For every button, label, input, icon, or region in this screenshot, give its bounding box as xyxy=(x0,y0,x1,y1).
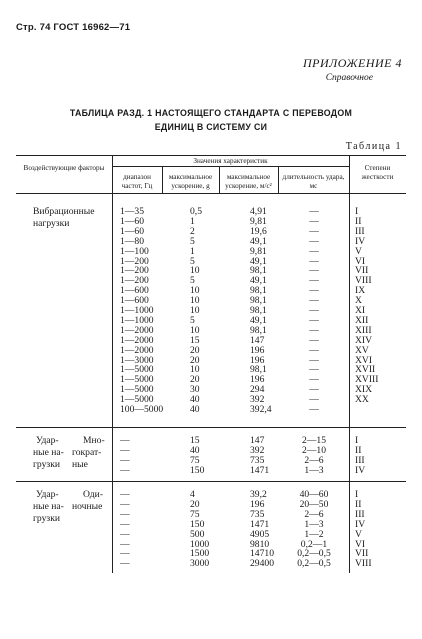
vibration-freq-cell: 1—2000 xyxy=(120,334,154,346)
page-header: Стр. 74 ГОСТ 16962—71 xyxy=(16,22,131,33)
table-top-rule xyxy=(16,155,406,156)
table-number: Таблица 1 xyxy=(345,141,402,152)
multi-si-cell: 735 xyxy=(250,454,265,466)
vibration-freq-cell: 1—5000 xyxy=(120,374,154,386)
vibration-g-cell: 20 xyxy=(190,344,200,356)
vibration-sev-cell: XI xyxy=(355,305,366,316)
vibration-si-cell: 49,1 xyxy=(250,255,267,267)
vibration-si-cell: 98,1 xyxy=(250,295,267,307)
vibration-freq-cell: 1—1000 xyxy=(120,305,154,316)
vibration-g-cell: 30 xyxy=(190,384,200,396)
col-rule-1 xyxy=(112,155,113,573)
vibration-freq-cell: 1—1000 xyxy=(120,314,154,326)
factor-single-a: Удар- xyxy=(36,489,59,500)
single-g-cell: 1000 xyxy=(190,538,210,550)
vibration-g-cell: 20 xyxy=(190,374,200,386)
vibration-si-cell: 392,4 xyxy=(250,404,272,415)
multi-sev-cell: III xyxy=(355,454,365,466)
vibration-sev-cell: XIV xyxy=(355,334,373,346)
vibration-sev-cell: II xyxy=(355,215,362,227)
vibration-g-cell: 0,5 xyxy=(190,206,202,217)
header-severity: Степени жесткости xyxy=(361,164,394,181)
vibration-dur-cell: — xyxy=(309,255,319,267)
single-freq-cell: — xyxy=(120,558,130,570)
header-sub-rule xyxy=(112,166,349,167)
vibration-freq-cell: 1—35 xyxy=(120,206,144,217)
header-accel-g: максимальное ускорение, g xyxy=(168,173,213,190)
single-freq-cell: — xyxy=(120,508,130,520)
vibration-si-cell: 9,81 xyxy=(250,245,267,257)
kind-multi-c: ные xyxy=(72,459,88,470)
multi-dur-cell: 2—6 xyxy=(304,454,324,466)
vibration-si-cell: 294 xyxy=(250,384,265,396)
vibration-sev-cell: IV xyxy=(355,235,366,247)
vibration-dur-cell: — xyxy=(309,275,319,287)
vibration-si-cell: 98,1 xyxy=(250,324,267,336)
section-rule-2 xyxy=(16,481,406,482)
vibration-g-cell: 5 xyxy=(190,235,195,247)
vibration-si-cell: 9,81 xyxy=(250,215,267,227)
single-freq-cell: — xyxy=(120,498,130,510)
vibration-g-cell: 5 xyxy=(190,255,195,267)
multi-dur-cell: 2—15 xyxy=(302,435,326,446)
vibration-freq-cell: 1—60 xyxy=(120,225,144,237)
vibration-g-cell: 2 xyxy=(190,225,195,237)
multi-sev-cell: II xyxy=(355,444,362,456)
vibration-si-cell: 98,1 xyxy=(250,305,267,316)
single-sev-cell: III xyxy=(355,508,365,520)
single-si-cell: 1471 xyxy=(250,518,270,530)
vibration-freq-cell: 1—100 xyxy=(120,245,149,257)
multi-dur-cell: 2—10 xyxy=(302,444,326,456)
single-g-cell: 150 xyxy=(190,518,205,530)
vibration-g-cell: 15 xyxy=(190,334,200,346)
vibration-dur-cell: — xyxy=(309,374,319,386)
vibration-sev-cell: III xyxy=(355,225,365,237)
vibration-sev-cell: XVIII xyxy=(355,374,379,386)
vibration-si-cell: 147 xyxy=(250,334,265,346)
single-dur-cell: 0,2—0,5 xyxy=(297,548,331,560)
vibration-g-cell: 40 xyxy=(190,394,200,406)
vibration-freq-cell: 1—60 xyxy=(120,215,144,227)
vibration-freq-cell: 1—600 xyxy=(120,295,149,307)
vibration-sev-cell: VII xyxy=(355,265,369,277)
appendix-note: Справочное xyxy=(325,73,373,83)
factor-single-b: ные на- xyxy=(33,501,64,512)
vibration-freq-cell: 1—200 xyxy=(120,265,149,277)
single-g-cell: 20 xyxy=(190,498,200,510)
vibration-dur-cell: — xyxy=(309,334,319,346)
vibration-g-cell: 10 xyxy=(190,324,200,336)
vibration-g-cell: 10 xyxy=(190,265,200,277)
section-rule-1 xyxy=(16,427,406,428)
vibration-dur-cell: — xyxy=(309,354,319,366)
vibration-dur-cell: — xyxy=(309,344,319,356)
single-freq-cell: — xyxy=(120,489,130,500)
vibration-dur-cell: — xyxy=(309,215,319,227)
factor-single-c: грузки xyxy=(33,513,60,524)
vibration-si-cell: 98,1 xyxy=(250,265,267,277)
vibration-dur-cell: — xyxy=(309,404,319,415)
vibration-dur-cell: — xyxy=(309,305,319,316)
multi-sev-cell: IV xyxy=(355,464,366,476)
vibration-dur-cell: — xyxy=(309,206,319,217)
vibration-si-cell: 4,91 xyxy=(250,206,267,217)
single-dur-cell: 20—50 xyxy=(299,498,329,510)
single-si-cell: 9810 xyxy=(250,538,270,550)
vibration-sev-cell: XIII xyxy=(355,324,372,336)
factor-multi-b: ные на- xyxy=(33,447,64,458)
vibration-si-cell: 49,1 xyxy=(250,314,267,326)
vibration-freq-cell: 1—5000 xyxy=(120,384,154,396)
factor-multi-a: Удар- xyxy=(36,435,59,446)
kind-single-b: ночные xyxy=(72,501,103,512)
single-sev-cell: VIII xyxy=(355,558,372,570)
single-dur-cell: 40—60 xyxy=(299,489,329,500)
vibration-freq-cell: 1—2000 xyxy=(120,324,154,336)
vibration-sev-cell: XII xyxy=(355,314,369,326)
single-sev-cell: VII xyxy=(355,548,369,560)
single-dur-cell: 0,2—0,5 xyxy=(297,558,331,570)
vibration-freq-cell: 100—5000 xyxy=(120,404,164,415)
vibration-dur-cell: — xyxy=(309,295,319,307)
single-dur-cell: 1—2 xyxy=(304,528,324,540)
vibration-sev-cell: VIII xyxy=(355,275,372,287)
single-si-cell: 39,2 xyxy=(250,489,267,500)
multi-si-cell: 1471 xyxy=(250,464,270,476)
single-dur-cell: 1—3 xyxy=(304,518,324,530)
multi-dur-cell: 1—3 xyxy=(304,464,324,476)
single-freq-cell: — xyxy=(120,528,130,540)
vibration-g-cell: 1 xyxy=(190,245,195,257)
vibration-g-cell: 20 xyxy=(190,354,200,366)
vibration-g-cell: 5 xyxy=(190,314,195,326)
vibration-si-cell: 49,1 xyxy=(250,235,267,247)
vibration-dur-cell: — xyxy=(309,225,319,237)
multi-si-cell: 392 xyxy=(250,444,265,456)
vibration-dur-cell: — xyxy=(309,235,319,247)
multi-g-cell: 40 xyxy=(190,444,200,456)
table-title-line-1: ТАБЛИЦА РАЗД. 1 НАСТОЯЩЕГО СТАНДАРТА С ПЕРЕВОДОМ xyxy=(69,108,353,118)
single-freq-cell: — xyxy=(120,518,130,530)
vibration-dur-cell: — xyxy=(309,384,319,396)
vibration-sev-cell: XIX xyxy=(355,384,373,396)
single-dur-cell: 2—6 xyxy=(304,508,324,520)
single-g-cell: 4 xyxy=(190,489,195,500)
vibration-sev-cell: I xyxy=(355,206,359,217)
header-duration: длительность удара, мс xyxy=(282,173,345,190)
single-dur-cell: 0,2—1 xyxy=(300,538,328,550)
vibration-freq-cell: 1—3000 xyxy=(120,354,154,366)
appendix-title: ПРИЛОЖЕНИЕ 4 xyxy=(303,56,402,70)
multi-freq-cell: — xyxy=(120,454,130,466)
vibration-dur-cell: — xyxy=(309,364,319,376)
vibration-dur-cell: — xyxy=(309,245,319,257)
vibration-si-cell: 196 xyxy=(250,374,265,386)
vibration-g-cell: 1 xyxy=(190,215,195,227)
header-values-group: Значения характеристик xyxy=(193,157,268,165)
col-rule-5 xyxy=(349,155,350,573)
single-si-cell: 14710 xyxy=(250,548,274,560)
vibration-freq-cell: 1—600 xyxy=(120,285,149,297)
vibration-g-cell: 10 xyxy=(190,305,200,316)
vibration-g-cell: 10 xyxy=(190,285,200,297)
multi-si-cell: 147 xyxy=(250,435,265,446)
vibration-dur-cell: — xyxy=(309,285,319,297)
vibration-freq-cell: 1—5000 xyxy=(120,364,154,376)
factor-multi-c: грузки xyxy=(33,459,60,470)
vibration-freq-cell: 1—200 xyxy=(120,275,149,287)
single-si-cell: 735 xyxy=(250,508,265,520)
vibration-sev-cell: XX xyxy=(355,394,369,406)
vibration-si-cell: 196 xyxy=(250,354,265,366)
vibration-freq-cell: 1—200 xyxy=(120,255,149,267)
vibration-g-cell: 5 xyxy=(190,275,195,287)
multi-g-cell: 15 xyxy=(190,435,200,446)
vibration-freq-cell: 1—80 xyxy=(120,235,144,247)
vibration-dur-cell: — xyxy=(309,324,319,336)
multi-freq-cell: — xyxy=(120,464,130,476)
vibration-dur-cell: — xyxy=(309,394,319,406)
vibration-dur-cell: — xyxy=(309,265,319,277)
single-sev-cell: II xyxy=(355,498,362,510)
single-sev-cell: IV xyxy=(355,518,366,530)
vibration-g-cell: 10 xyxy=(190,364,200,376)
multi-sev-cell: I xyxy=(355,435,359,446)
vibration-si-cell: 98,1 xyxy=(250,285,267,297)
single-si-cell: 196 xyxy=(250,498,265,510)
single-g-cell: 1500 xyxy=(190,548,210,560)
vibration-dur-cell: — xyxy=(309,314,319,326)
vibration-sev-cell: XVII xyxy=(355,364,376,376)
vibration-sev-cell: XV xyxy=(355,344,369,356)
single-freq-cell: — xyxy=(120,548,130,560)
vibration-si-cell: 19,6 xyxy=(250,225,267,237)
vibration-si-cell: 98,1 xyxy=(250,364,267,376)
vibration-sev-cell: XVI xyxy=(355,354,373,366)
multi-g-cell: 75 xyxy=(190,454,200,466)
multi-freq-cell: — xyxy=(120,444,130,456)
vibration-si-cell: 392 xyxy=(250,394,265,406)
vibration-si-cell: 49,1 xyxy=(250,275,267,287)
header-accel-si: максимальное ускорение, м/с² xyxy=(225,173,272,190)
kind-multi-a: Мно- xyxy=(83,435,105,446)
vibration-g-cell: 10 xyxy=(190,295,200,307)
vibration-si-cell: 196 xyxy=(250,344,265,356)
single-si-cell: 29400 xyxy=(250,558,274,570)
factor-vibration: Вибрационные нагрузки xyxy=(33,206,95,229)
kind-single-a: Оди- xyxy=(83,489,104,500)
vibration-freq-cell: 1—2000 xyxy=(120,344,154,356)
single-g-cell: 500 xyxy=(190,528,205,540)
multi-freq-cell: — xyxy=(120,435,130,446)
vibration-sev-cell: VI xyxy=(355,255,366,267)
vibration-g-cell: 40 xyxy=(190,404,200,415)
multi-g-cell: 150 xyxy=(190,464,205,476)
single-si-cell: 4905 xyxy=(250,528,270,540)
vibration-sev-cell: V xyxy=(355,245,362,257)
vibration-sev-cell: IX xyxy=(355,285,366,297)
header-freq: диапазон частот, Гц xyxy=(121,173,153,190)
header-bottom-rule xyxy=(16,193,406,194)
header-factors: Воздействующие факторы xyxy=(23,164,105,172)
table-title-line-2: ЕДИНИЦ В СИСТЕМУ СИ xyxy=(154,122,268,132)
single-sev-cell: V xyxy=(355,528,362,540)
single-g-cell: 3000 xyxy=(190,558,210,570)
single-g-cell: 75 xyxy=(190,508,200,520)
single-sev-cell: I xyxy=(355,489,359,500)
vibration-freq-cell: 1—5000 xyxy=(120,394,154,406)
vibration-sev-cell: X xyxy=(355,295,362,307)
kind-multi-b: гократ- xyxy=(72,447,102,458)
single-sev-cell: VI xyxy=(355,538,366,550)
single-freq-cell: — xyxy=(120,538,130,550)
